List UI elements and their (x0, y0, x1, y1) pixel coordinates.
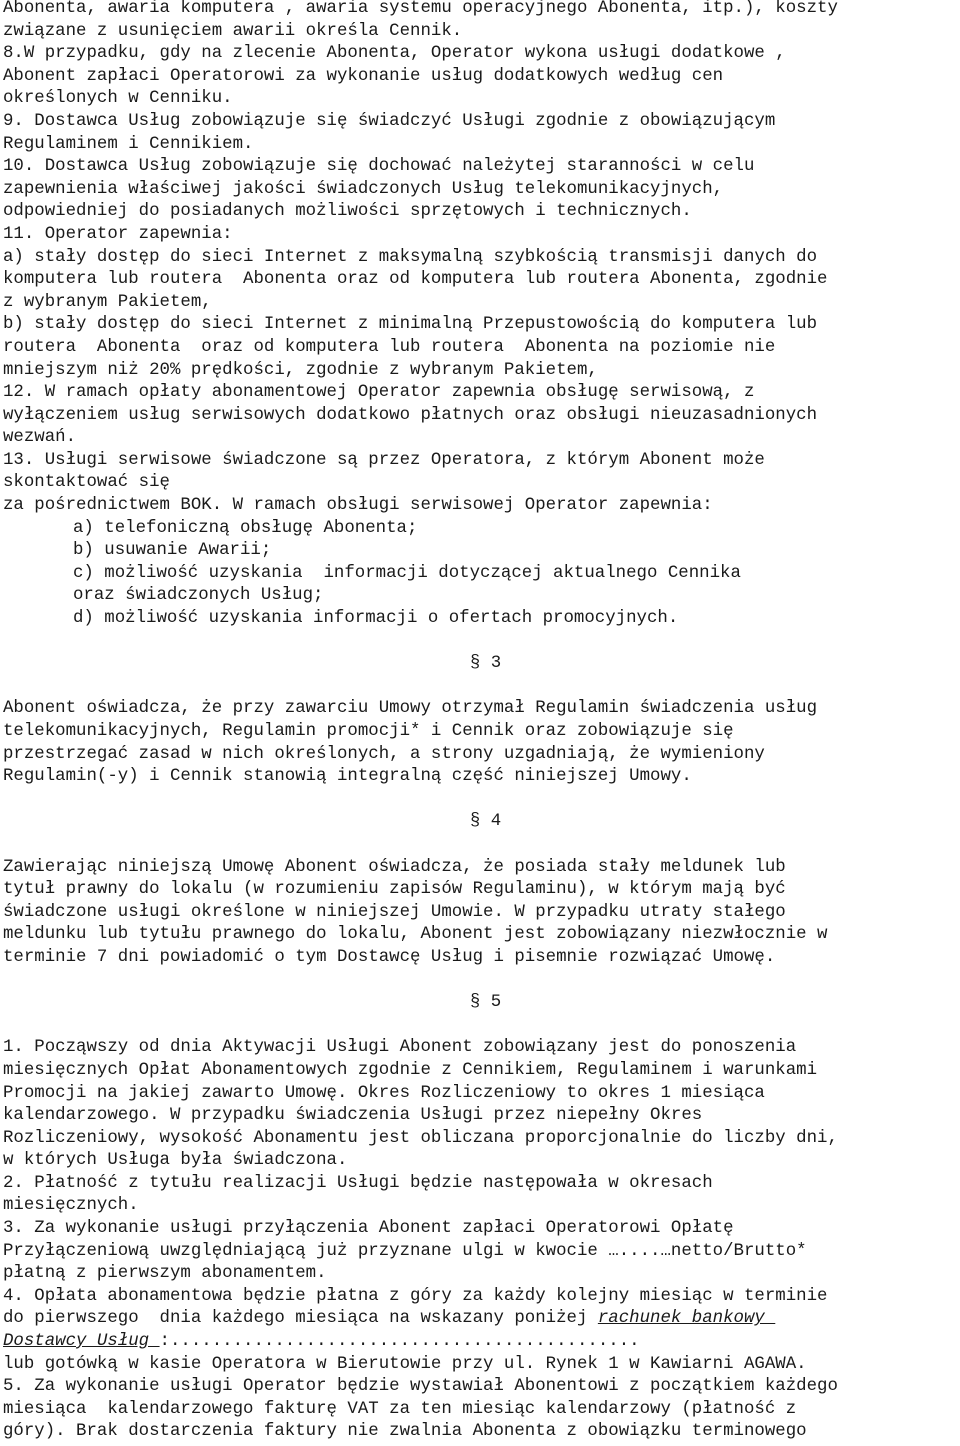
text-line: skontaktować się (3, 473, 170, 493)
text-line: tytuł prawny do lokalu (w rozumieniu zapisów Regulaminu), w którym mają być (3, 880, 786, 900)
text-line: Abonenta, awaria komputera , awaria systemu operacyjnego Abonenta, itp.), koszty (3, 0, 838, 18)
text-line: Promocji na jakiej zawarto Umowę. Okres Rozliczeniowy to okres 1 miesiąca (3, 1083, 765, 1103)
text-line: góry). Brak dostarczenia faktury nie zwalnia Abonenta z obowiązku terminowego (3, 1422, 807, 1442)
text-line: Regulaminem i Cennikiem. (3, 134, 254, 154)
text-line: 9. Dostawca Usług zobowiązuje się świadczyć Usługi zgodnie z obowiązującym (3, 111, 776, 131)
text-line: Regulamin(-y) i Cennik stanowią integralną część niniejszej Umowy. (3, 767, 692, 787)
section-3-body (3, 698, 958, 788)
text-line: kalendarzowego. W przypadku świadczenia Usługi przez niepełny Okres (3, 1106, 703, 1126)
text-line: terminie 7 dni powiadomić o tym Dostawcę Usług i pisemnie rozwiązać Umowę. (3, 947, 776, 967)
text-line: odpowiedniej do posiadanych możliwości sprzętowych i technicznych. (3, 202, 692, 222)
list-item: oraz świadczonych Usług; (73, 586, 324, 606)
text-line: routera Abonenta oraz od komputera lub routera Abonenta na poziomie nie (3, 337, 776, 357)
text-line: meldunku lub tytułu prawnego do lokalu, Abonent jest zobowiązany niezwłocznie w (3, 925, 828, 945)
text-line: miesięcznych. (3, 1196, 139, 1216)
list-item: d) możliwość uzyskania informacji o ofertach promocyjnych. (73, 609, 679, 629)
text-line: mniejszym niż 20% prędkości, zgodnie z wybranym Pakietem, (3, 360, 598, 380)
text-line: związane z usunięciem awarii określa Cennik. (3, 21, 463, 41)
text-line: 13. Usługi serwisowe świadczone są przez Operatora, z którym Abonent może (3, 450, 765, 470)
text-line: z wybranym Pakietem, (3, 292, 212, 312)
text-line: 11. Operator zapewnia: (3, 224, 233, 244)
block-intro (3, 0, 958, 518)
service-list (3, 518, 958, 631)
text-line: płatną z pierwszym abonamentem. (3, 1264, 327, 1284)
document-page (3, 0, 958, 1444)
text-line: Abonent oświadcza, że przy zawarciu Umowy otrzymał Regulamin świadczenia usług (3, 699, 818, 719)
text-line: 10. Dostawca Usług zobowiązuje się dochować należytej staranności w celu (3, 157, 755, 177)
text-line: b) stały dostęp do sieci Internet z minimalną Przepustowością do komputera lub (3, 315, 818, 335)
text-line (3, 1331, 958, 1354)
section-5-body (3, 1037, 958, 1444)
text-line: a) stały dostęp do sieci Internet z maksymalną szybkością transmisji danych do (3, 247, 818, 267)
list-item: a) telefoniczną obsługę Abonenta; (73, 518, 418, 538)
list-item: b) usuwanie Awarii; (73, 541, 272, 561)
text-span: do pierwszego dnia każdego miesiąca na wskazany poniżej (3, 1309, 598, 1329)
text-line: komputera lub routera Abonenta oraz od komputera lub routera Abonenta, zgodnie (3, 270, 828, 290)
text-line: telekomunikacyjnych, Regulamin promocji* i Cennik oraz zobowiązuje się (3, 722, 734, 741)
text-line: wyłączeniem usług serwisowych dodatkowo płatnych oraz obsługi nieuzasadnionych (3, 405, 818, 425)
text-line: wezwań. (3, 428, 77, 448)
text-span: :............................................. (159, 1332, 640, 1352)
text-line: miesiąca kalendarzowego fakturę VAT za ten miesiąc kalendarzowy (płatność z (3, 1399, 797, 1419)
text-line: określonych w Cenniku. (3, 89, 233, 109)
section-3-heading: § 3 (469, 654, 502, 674)
section-5-heading: § 5 (469, 993, 502, 1013)
text-line: miesięcznych Opłat Abonamentowych zgodnie z Cennikiem, Regulaminem i warunkami (3, 1060, 818, 1080)
text-line: 3. Za wykonanie usługi przyłączenia Abonent zapłaci Operatorowi Opłatę (3, 1219, 734, 1239)
bank-account-link: rachunek bankowy (597, 1309, 776, 1329)
text-line: przestrzegać zasad w nich określonych, a strony uzgadniają, że wymieniony (3, 744, 765, 764)
text-line: 12. W ramach opłaty abonamentowej Operator zapewnia obsługę serwisową, z (3, 383, 755, 403)
text-line: 2. Płatność z tytułu realizacji Usługi będzie następowała w okresach (3, 1173, 713, 1193)
text-line: w których Usługa była świadczona. (3, 1151, 348, 1171)
text-line: Abonent zapłaci Operatorowi za wykonanie usług dodatkowych według cen (3, 66, 724, 86)
list-item: c) możliwość uzyskania informacji dotyczącej aktualnego Cennika (73, 563, 741, 583)
text-line: 1. Począwszy od dnia Aktywacji Usługi Abonent zobowiązany jest do ponoszenia (3, 1038, 797, 1058)
text-line: Rozliczeniowy, wysokość Abonamentu jest obliczana proporcjonalnie do liczby dni, (3, 1128, 838, 1148)
text-line: świadczone usługi określone w niniejszej Umowie. W przypadku utraty stałego (3, 902, 786, 922)
text-line: Zawierając niniejszą Umowę Abonent oświadcza, że posiada stały meldunek lub (3, 857, 786, 877)
text-line: Przyłączeniową uwzględniającą już przyznane ulgi w kwocie …....…netto/Brutto* (3, 1241, 807, 1261)
text-line: 5. Za wykonanie usługi Operator będzie wystawiał Abonentowi z początkiem każdego (3, 1377, 838, 1397)
text-line: za pośrednictwem BOK. W ramach obsługi serwisowej Operator zapewnia: (3, 496, 713, 516)
text-line: 4. Opłata abonamentowa będzie płatna z góry za każdy kolejny miesiąc w terminie (3, 1286, 828, 1306)
section-4-heading: § 4 (469, 812, 502, 832)
text-line: 8.W przypadku, gdy na zlecenie Abonenta, Operator wykona usługi dodatkowe , (3, 44, 786, 64)
provider-link: Dostawcy Usług (3, 1332, 160, 1352)
text-line: zapewnienia właściwej jakości świadczonych Usług telekomunikacyjnych, (3, 179, 724, 199)
text-line: lub gotówką w kasie Operatora w Bierutowie przy ul. Rynek 1 w Kawiarni AGAWA. (3, 1354, 807, 1374)
text-line (3, 1308, 958, 1331)
section-4-body (3, 857, 958, 970)
